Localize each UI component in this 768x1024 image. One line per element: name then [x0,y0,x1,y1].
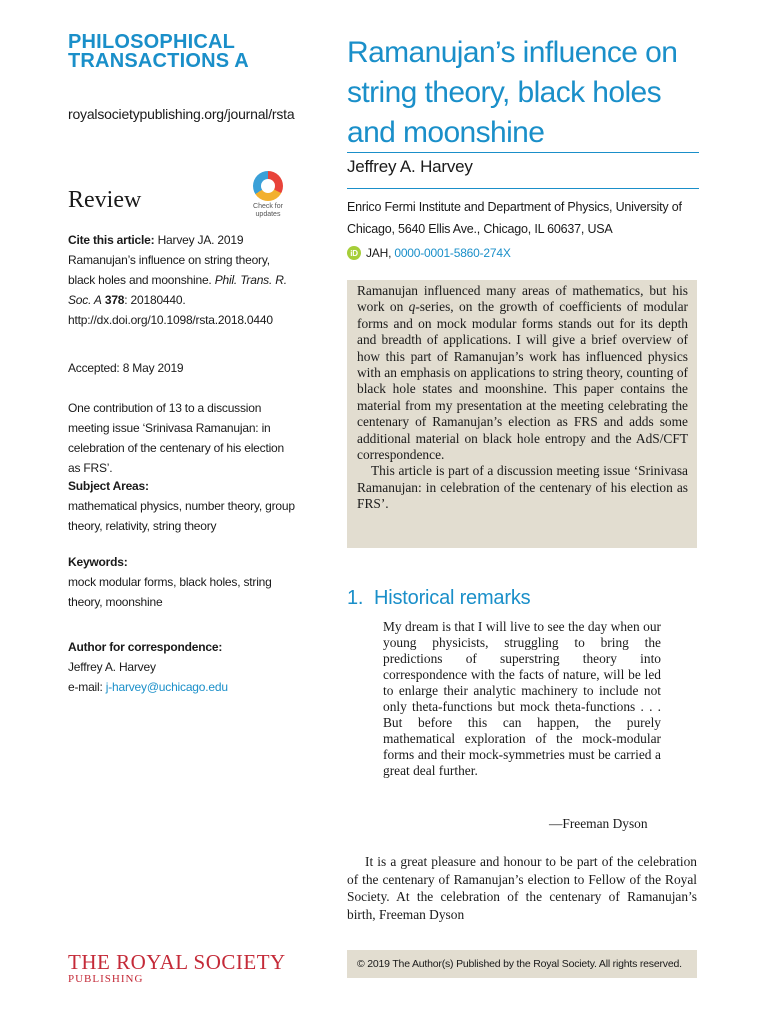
cite-doi[interactable]: http://dx.doi.org/10.1098/rsta.2018.0440 [68,313,273,327]
check-updates-label: Check for updates [253,203,283,218]
subject-areas-text: mathematical physics, number theory, group theory, relativity, string theory [68,499,295,533]
correspondence [68,637,298,697]
keywords-label: Keywords: [68,555,128,569]
orcid-initials: JAH, [366,246,395,260]
article-title: Ramanujan’s influence on string theory, black holes and moonshine [347,36,678,149]
cite-pages: : 20180440. [124,293,186,307]
author-divider [347,188,699,189]
accepted-date: Accepted: 8 May 2019 [68,361,184,375]
subject-areas-label: Subject Areas: [68,479,149,493]
orcid-icon[interactable]: iD [347,246,361,260]
logo-main-text: THE ROYAL SOCIETY [68,950,286,974]
cite-label: Cite this article: [68,233,155,247]
epigraph-quote: My dream is that I will live to see the day when our young physicists, struggling to bring the predictions of superstring theory into correspondence with the facts of nature, will be led to enlarge their analytic machinery to include not only theta-functions but mock theta-functions . . . But before this can happen, the purely mathematical exploration of the mock-modular forms and their mock-symmetries must be carried a great deal further. [383,619,661,778]
epigraph-author: —Freeman Dyson [549,816,648,831]
orcid-line [347,246,511,260]
cite-this-article [68,230,298,330]
article-type: Review [68,187,142,213]
crossmark-icon [253,171,283,201]
article-author: Jeffrey A. Harvey [347,157,473,176]
cite-journal: Phil. Trans. R. Soc. A [68,273,287,307]
royal-society-logo[interactable] [68,951,286,985]
orcid-link[interactable]: 0000-0001-5860-274X [394,246,511,260]
keywords [68,552,298,612]
cite-text: Harvey JA. 2019 Ramanujan’s influence on string theory, black holes and moonshine. [68,233,270,287]
author-affiliation: Enrico Fermi Institute and Department of Physics, University of Chicago, 5640 Ellis Ave., Chicago, IL 60637, USA [347,200,682,236]
section-heading [347,587,530,610]
keywords-text: mock modular forms, black holes, string theory, moonshine [68,575,272,609]
subject-areas [68,476,298,536]
abstract-paragraph-2: This article is part of a discussion meeting issue ‘Srinivasa Ramanujan: in celebration of the centenary of his election as FRS’. [357,463,688,512]
check-for-updates-badge[interactable] [246,171,290,219]
copyright-notice: © 2019 The Author(s) Published by the Royal Society. All rights reserved. [347,950,697,978]
contribution-note: One contribution of 13 to a discussion meeting issue ‘Srinivasa Ramanujan: in celebration of the centenary of his election as FRS’. [68,401,285,475]
journal-title-line2: TRANSACTIONS A [68,50,249,72]
correspondence-name: Jeffrey A. Harvey [68,660,156,674]
body-paragraph: It is a great pleasure and honour to be part of the celebration of the centenary of Ramanujan’s election to Fellow of the Royal Society. At the celebration of the centenary of Ramanujan’s birth, Freeman Dyson [347,854,697,922]
journal-title [68,33,328,71]
cite-volume: 378 [104,293,125,307]
abstract-box [347,280,697,548]
abstract-paragraph-1: Ramanujan influenced many areas of mathematics, but his work on q-series, on the growth of coefficients of modular forms and on mock modular forms stands out for its depth and breadth of applications. I will give a brief overview of how this part of Ramanujan’s work has influenced physics with an emphasis on applications to string theory, counting of black hole states and moonshine. This paper contains the material from my presentation at the meeting celebrating the centenary of Ramanujan’s election as FRS and adds some additional material on black hole entropy and the AdS/CFT correspondence. [357,283,689,463]
email-link[interactable]: j-harvey@uchicago.edu [105,680,228,694]
journal-title-line1: PHILOSOPHICAL [68,31,236,53]
logo-sub-text: PUBLISHING [68,973,144,985]
journal-url[interactable]: royalsocietypublishing.org/journal/rsta [68,106,295,122]
email-prefix: e-mail: [68,680,106,694]
correspondence-label: Author for correspondence: [68,640,223,654]
correspondence-email-line [68,677,298,697]
section-number: 1. [347,587,364,609]
title-divider [347,152,699,153]
section-title: Historical remarks [374,587,531,609]
